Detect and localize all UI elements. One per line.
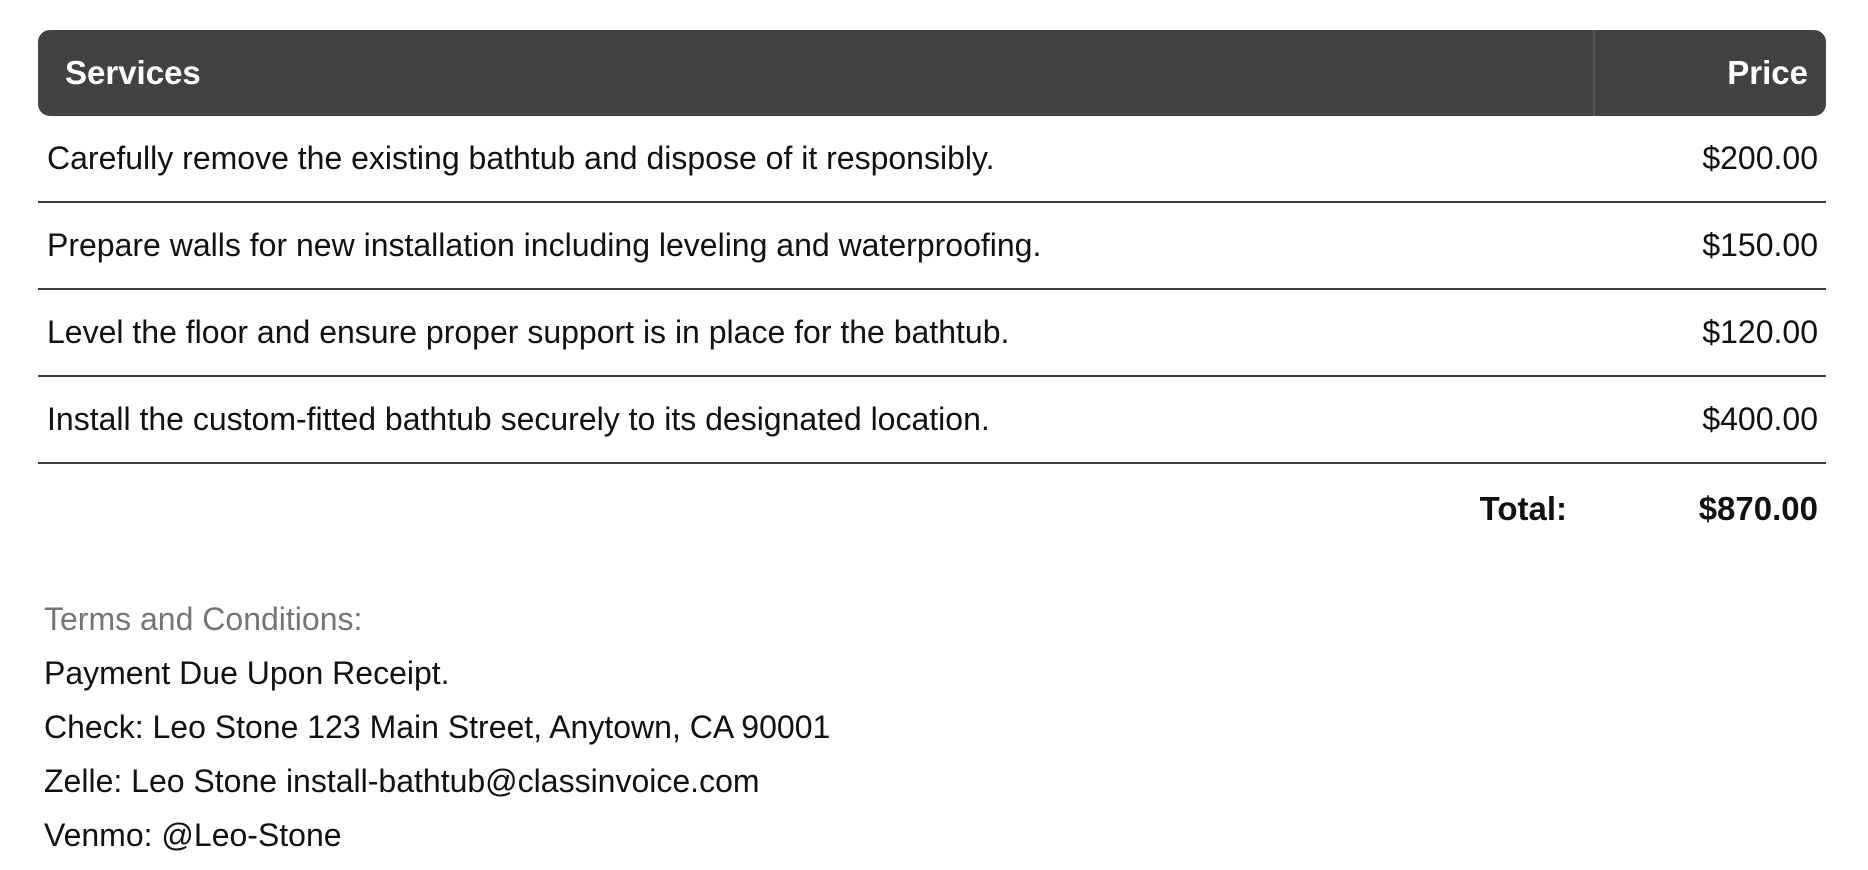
terms-line-check: Check: Leo Stone 123 Main Street, Anytown, CA 90001 — [44, 709, 831, 745]
terms-line-zelle: Zelle: Leo Stone install-bathtub@classinvoice.com — [44, 763, 760, 799]
service-description: Level the floor and ensure proper support is in place for the bathtub. — [47, 314, 1010, 350]
terms-line-payment: Payment Due Upon Receipt. — [44, 655, 450, 691]
table-row — [38, 290, 1826, 377]
table-row — [38, 377, 1826, 464]
service-description: Install the custom-fitted bathtub securely to its designated location. — [47, 401, 990, 437]
total-value: $870.00 — [1698, 490, 1818, 527]
service-price: $400.00 — [1702, 401, 1818, 437]
total-row — [38, 464, 1826, 554]
service-price: $150.00 — [1702, 227, 1818, 263]
service-description: Carefully remove the existing bathtub and dispose of it responsibly. — [47, 140, 995, 176]
terms-line-venmo: Venmo: @Leo-Stone — [44, 817, 342, 853]
service-price: $120.00 — [1702, 314, 1818, 350]
table-row — [38, 116, 1826, 203]
services-column-header: Services — [38, 30, 1595, 116]
services-table — [38, 30, 1826, 554]
total-label: Total: — [1479, 490, 1567, 527]
table-header-row — [38, 30, 1826, 116]
terms-section — [44, 592, 1826, 862]
table-row — [38, 203, 1826, 290]
service-description: Prepare walls for new installation including leveling and waterproofing. — [47, 227, 1042, 263]
price-column-header: Price — [1727, 54, 1808, 91]
terms-heading: Terms and Conditions: — [44, 601, 363, 637]
service-price: $200.00 — [1702, 140, 1818, 176]
